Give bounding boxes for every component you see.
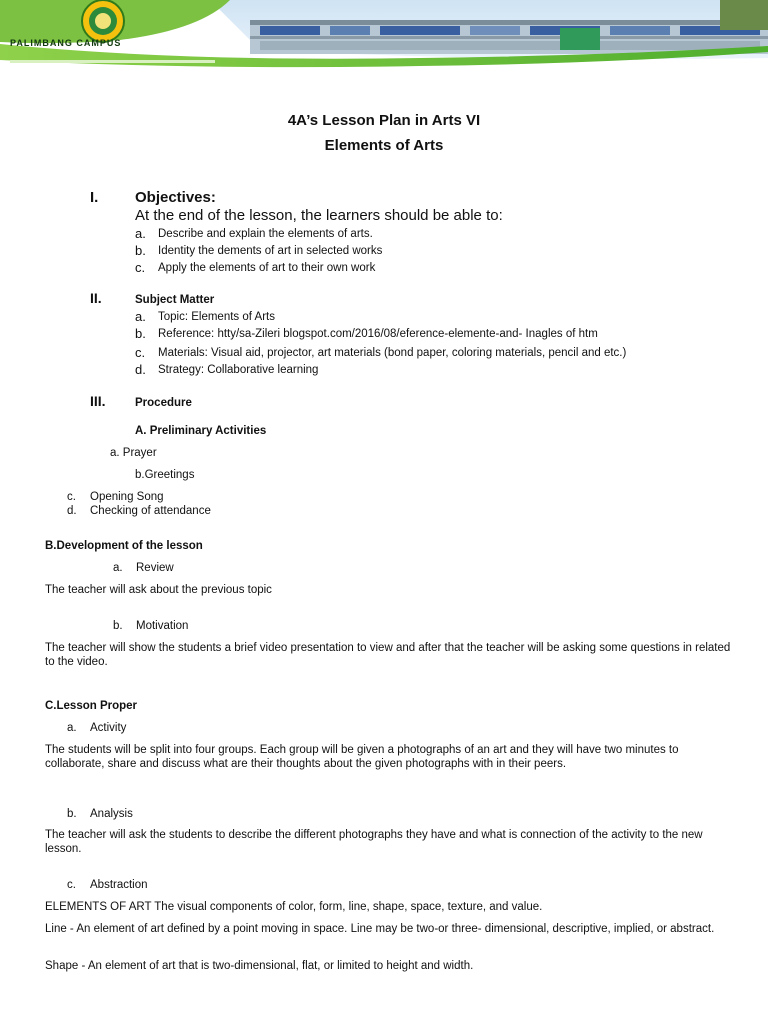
- list-marker: b.: [113, 620, 123, 632]
- abstraction-label: Abstraction: [90, 879, 148, 891]
- elements-definition: ELEMENTS OF ART The visual components of color, form, line, shape, space, texture, and value.: [45, 901, 543, 913]
- motivation-label: Motivation: [136, 620, 189, 632]
- subject-item: Reference: htty/sa-Zileri blogspot.com/2016/08/eference-elemente-and- Inagles of htm: [158, 328, 598, 340]
- subject-marker: d.: [135, 362, 146, 377]
- lesson-proper-heading: C.Lesson Proper: [45, 700, 138, 712]
- shape-definition: Shape - An element of art that is two-dimensional, flat, or limited to height and width.: [45, 960, 474, 972]
- section-2-heading: Subject Matter: [135, 294, 215, 306]
- subject-item: Materials: Visual aid, projector, art materials (bond paper, coloring materials, pencil and etc.): [158, 347, 627, 359]
- objective-marker: b.: [135, 243, 146, 258]
- objective-item: Apply the elements of art to their own work: [158, 262, 376, 274]
- svg-text:PALIMBANG CAMPUS: PALIMBANG CAMPUS: [10, 38, 122, 48]
- review-text: The teacher will ask about the previous topic: [45, 584, 272, 596]
- list-marker: a.: [113, 562, 123, 574]
- campus-banner-image: [0, 0, 768, 72]
- list-marker: b.: [67, 808, 77, 820]
- section-1-heading: Objectives:: [135, 189, 216, 206]
- header-banner: [0, 0, 768, 72]
- activity-text: The students will be split into four groups. Each group will be given a photographs of an art and they will have two minutes to collaborate, share and discuss what are their thoughts about the given photographs with in their peers.: [45, 744, 679, 770]
- prayer-item: a. Prayer: [110, 447, 157, 459]
- preliminary-heading: A. Preliminary Activities: [135, 425, 267, 437]
- analysis-text: The teacher will ask the students to describe the different photographs they have and what is connection of the activity to the new lesson.: [45, 829, 703, 855]
- objective-marker: a.: [135, 226, 146, 241]
- objective-item: Describe and explain the elements of arts.: [158, 228, 373, 240]
- section-1-number: I.: [90, 189, 99, 206]
- subject-marker: a.: [135, 309, 146, 324]
- objective-marker: c.: [135, 260, 146, 275]
- objective-item: Identity the dements of art in selected works: [158, 245, 383, 257]
- motivation-text: The teacher will show the students a brief video presentation to view and after that the teacher will be asking some questions in related to the video.: [45, 642, 731, 668]
- list-marker: c.: [67, 879, 76, 891]
- line-definition: Line - An element of art defined by a point moving in space. Line may be two-or three- dimensional, descriptive, implied, or abstract.: [45, 923, 715, 935]
- section-3-number: III.: [90, 393, 106, 409]
- section-2-number: II.: [90, 290, 102, 306]
- subject-item: Topic: Elements of Arts: [158, 311, 275, 323]
- list-marker: c.: [67, 491, 76, 503]
- activity-label: Activity: [90, 722, 127, 734]
- page-subtitle: Elements of Arts: [324, 137, 444, 154]
- greetings-item: b.Greetings: [135, 469, 195, 481]
- subject-marker: c.: [135, 345, 146, 360]
- review-label: Review: [136, 562, 174, 574]
- subject-marker: b.: [135, 326, 146, 341]
- list-marker: d.: [67, 505, 77, 517]
- objectives-intro: At the end of the lesson, the learners should be able to:: [135, 207, 503, 224]
- opening-song-item: Opening Song: [90, 491, 164, 503]
- development-heading: B.Development of the lesson: [45, 540, 203, 552]
- subject-item: Strategy: Collaborative learning: [158, 364, 319, 376]
- section-3-heading: Procedure: [135, 397, 192, 409]
- attendance-item: Checking of attendance: [90, 505, 211, 517]
- analysis-label: Analysis: [90, 808, 133, 820]
- page-title: 4A’s Lesson Plan in Arts VI: [287, 112, 481, 129]
- list-marker: a.: [67, 722, 77, 734]
